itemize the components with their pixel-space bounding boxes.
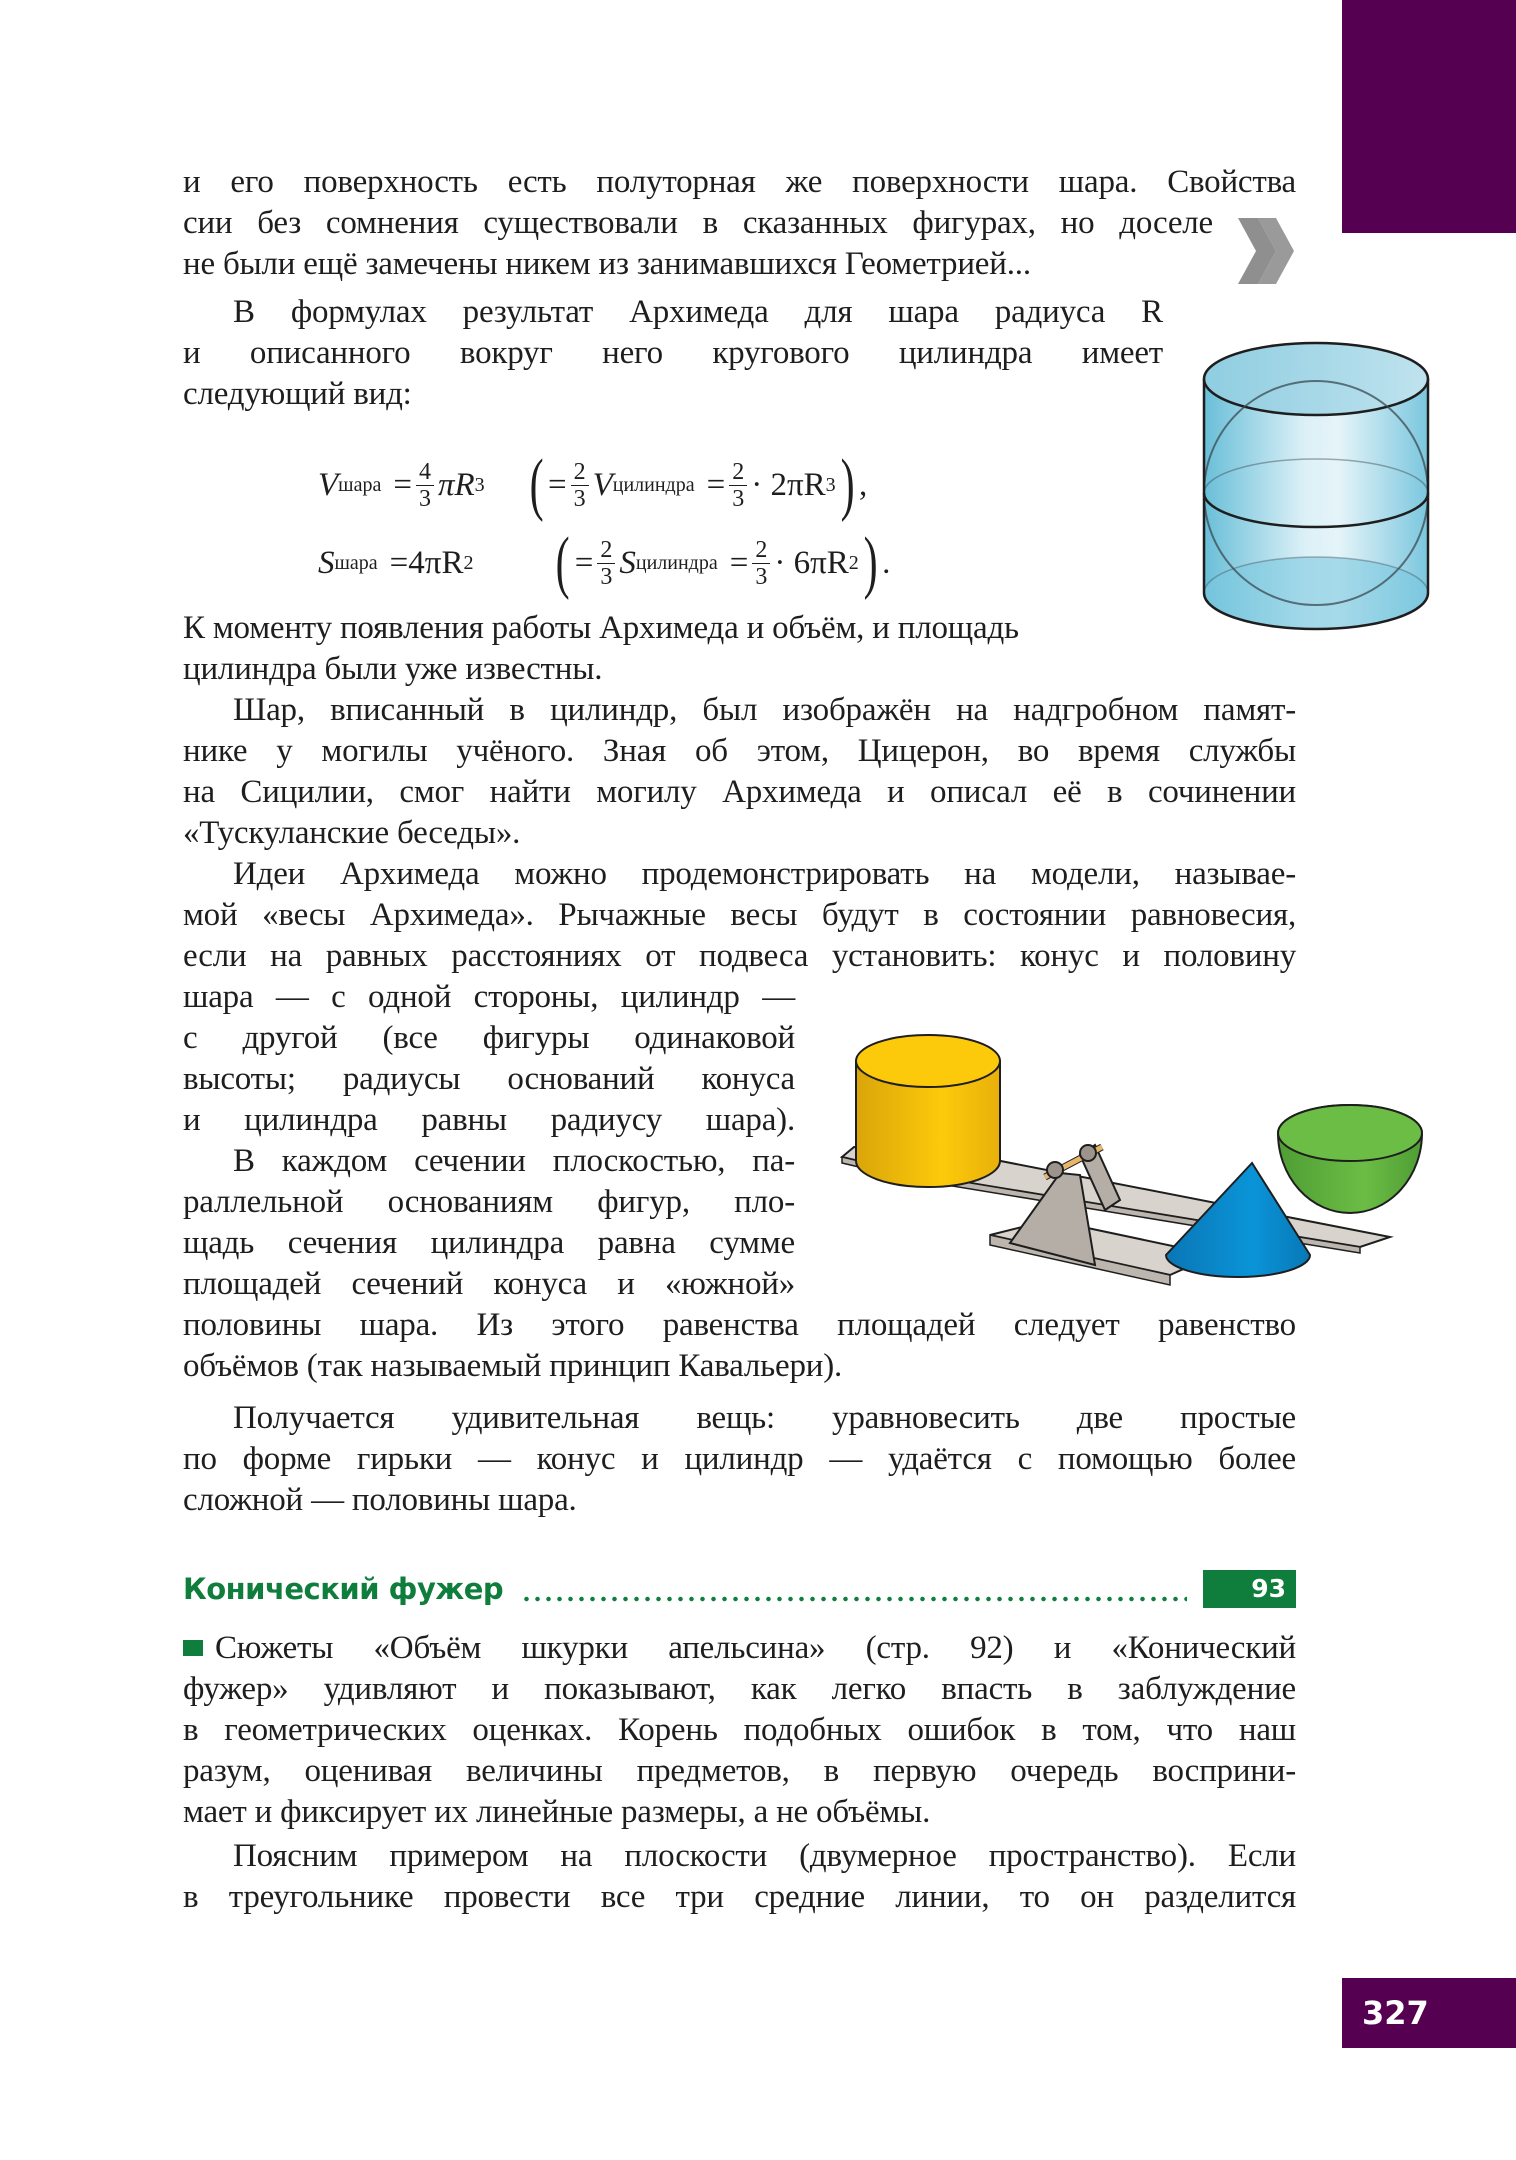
text-line: по форме гирьки — конус и цилиндр — удаётся с помощью более	[183, 1441, 1296, 1477]
text-line: «Тускуланские беседы».	[183, 815, 521, 851]
text-line: высоты; радиусы оснований конуса	[183, 1061, 795, 1097]
text-line: площадей сечений конуса и «южной»	[183, 1266, 795, 1302]
text-line: разум, оценивая величины предметов, в первую очередь восприни-	[183, 1753, 1296, 1789]
text-line: следующий вид:	[183, 376, 412, 412]
text-line: мой «весы Архимеда». Рычажные весы будут в состоянии равновесия,	[183, 897, 1296, 933]
text-line: на Сицилии, смог найти могилу Архимеда и описал её в сочинении	[183, 774, 1296, 810]
text-line: цилиндра были уже известны.	[183, 651, 603, 687]
text-line: сии без сомнения существовали в сказанных фигурах, но доселе	[183, 205, 1213, 241]
text-line: и цилиндра равны радиусу шара).	[183, 1102, 795, 1138]
quote-text	[183, 162, 1296, 285]
result-paragraph	[183, 1398, 1296, 1521]
text-line: сложной — половины шара.	[183, 1482, 577, 1518]
text-line: Сюжеты «Объём шкурки апельсина» (стр. 92) и «Конический	[183, 1628, 1296, 1669]
text-line: с другой (все фигуры одинаковой	[183, 1020, 795, 1056]
known-paragraph	[183, 608, 1019, 690]
section-title: Конический фужер	[183, 1572, 504, 1606]
text-line: Поясним примером на плоскости (двумерное пространство). Если	[233, 1838, 1296, 1874]
text-line: в треугольнике провести все три средние линии, то он разделится	[183, 1879, 1296, 1915]
archimedes-formulas	[318, 446, 1058, 606]
leader-dots	[521, 1596, 1187, 1602]
sphere-in-cylinder-figure	[1198, 335, 1434, 633]
plots-paragraph	[183, 1628, 1296, 1833]
text-line: в геометрических оценках. Корень подобных ошибок в том, что наш	[183, 1712, 1296, 1748]
text-line: мает и фиксирует их линейные размеры, а не объёмы.	[183, 1794, 931, 1830]
volume-formula: V шара = $\frac{4}{3}$ πR 3 ( = $\frac{2}{3}$ V цилиндра = $\frac{2}{3}$ · 2πR 3 ) ,	[318, 446, 868, 523]
text-line: В формулах результат Архимеда для шара радиуса R	[233, 294, 1163, 330]
text-line: и описанного вокруг него кругового цилиндра имеет	[183, 335, 1163, 371]
text-line: Шар, вписанный в цилиндр, был изображён на надгробном памят-	[233, 692, 1296, 728]
text-line: Идеи Архимеда можно продемонстрировать на модели, называе-	[233, 856, 1296, 892]
intro-paragraph	[183, 292, 1163, 415]
text-line: объёмов (так называемый принцип Кавальери).	[183, 1348, 843, 1384]
surface-formula: S шара = 4πR 2 ( = $\frac{2}{3}$ S цилиндра = $\frac{2}{3}$ · 6πR 2 ) .	[318, 524, 891, 601]
text-line: шара — с одной стороны, цилиндр —	[183, 979, 795, 1015]
text-line: щадь сечения цилиндра равна сумме	[183, 1225, 795, 1261]
text-line: В каждом сечении плоскостью, па-	[233, 1143, 795, 1179]
text-line: и его поверхность есть полуторная же поверхности шара. Свойства	[183, 164, 1296, 200]
square-bullet-icon	[183, 1640, 203, 1656]
section-heading	[183, 1568, 1296, 1610]
text-line: половины шара. Из этого равенства площадей следует равенство	[183, 1307, 1296, 1343]
page-ref-badge[interactable]: 93	[1203, 1570, 1296, 1608]
text-line: если на равных расстояниях от подвеса установить: конус и половину	[183, 938, 1296, 974]
text-line: нике у могилы учёного. Зная об этом, Цицерон, во время службы	[183, 733, 1296, 769]
text-line: фужер» удивляют и показывают, как легко впасть в заблуждение	[183, 1671, 1296, 1707]
archimedes-scales-figure	[830, 1015, 1450, 1295]
page-number: 327	[1342, 1978, 1516, 2048]
text-line: раллельной основаниям фигур, пло-	[183, 1184, 795, 1220]
plane-paragraph	[183, 1836, 1296, 1918]
text-line: не были ещё замечены никем из занимавшихся Геометрией...	[183, 246, 1031, 282]
text-line: К моменту появления работы Архимеда и объём, и площадь	[183, 610, 1019, 646]
text-line: Получается удивительная вещь: уравновесить две простые	[233, 1400, 1296, 1436]
double-chevron-right-icon	[1236, 218, 1296, 284]
chapter-tab	[1342, 0, 1516, 233]
tomb-paragraph	[183, 690, 1296, 854]
